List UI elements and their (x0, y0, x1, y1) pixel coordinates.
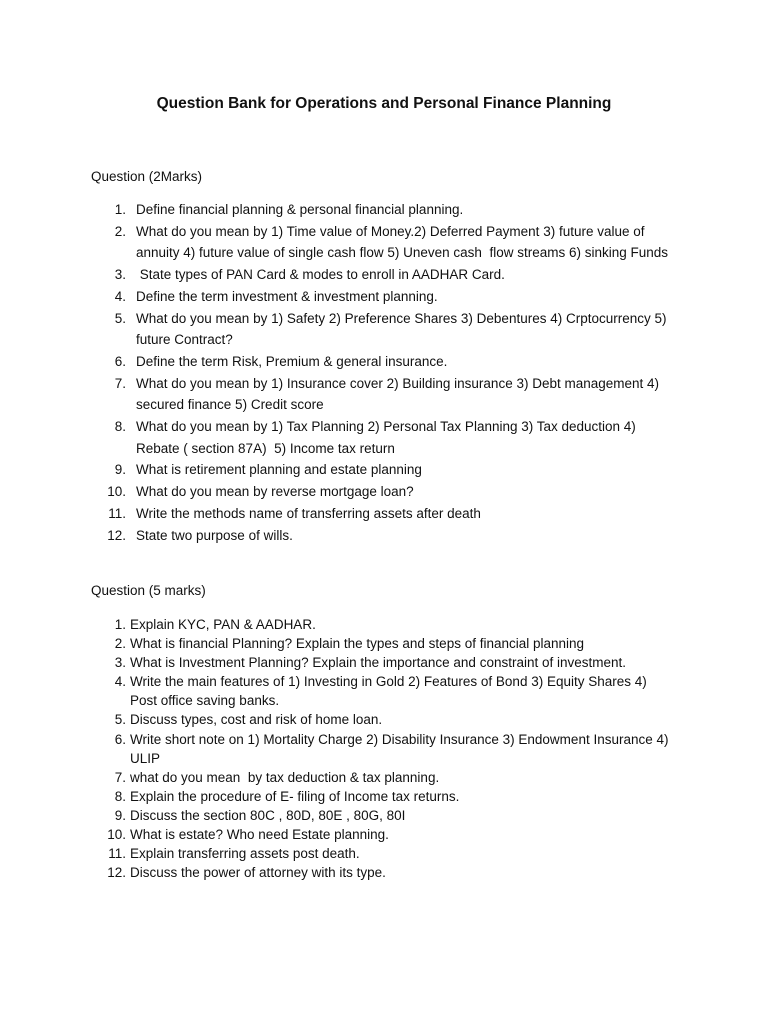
question-item (0, 768, 768, 787)
question-text: Define the term Risk, Premium & general insurance. (136, 353, 448, 369)
question-text: State two purpose of wills. (136, 527, 293, 543)
question-number: 9. (114, 462, 126, 478)
question-number: 3. (114, 267, 126, 283)
question-item (0, 787, 768, 806)
question-item (0, 710, 768, 729)
question-item (0, 264, 768, 286)
question-number: 11. (108, 505, 126, 521)
question-number: 2. (114, 223, 126, 239)
question-text: Explain transferring assets post death. (130, 846, 360, 862)
question-item (0, 806, 768, 825)
question-number: 3. (114, 655, 126, 671)
question-item (0, 672, 768, 710)
question-text: what do you mean by tax deduction & tax planning. (130, 769, 440, 785)
question-number: 5. (114, 310, 126, 326)
question-item (0, 503, 768, 525)
question-number: 7. (114, 375, 126, 391)
question-number: 2. (114, 636, 126, 652)
question-list-2-marks (0, 199, 768, 546)
question-text: State types of PAN Card & modes to enroll in AADHAR Card. (136, 267, 505, 283)
question-text: Define the term investment & investment planning. (136, 288, 438, 304)
question-item (0, 221, 768, 264)
question-item (0, 351, 768, 373)
question-item (0, 825, 768, 844)
question-number: 4. (114, 288, 126, 304)
question-text: What is estate? Who need Estate planning. (130, 827, 389, 843)
question-text: What do you mean by reverse mortgage loan? (136, 484, 414, 500)
question-item (0, 634, 768, 653)
question-number: 5. (114, 712, 126, 728)
question-item (0, 373, 768, 416)
question-number: 4. (114, 674, 126, 690)
question-item (0, 653, 768, 672)
question-text: Define financial planning & personal financial planning. (136, 202, 464, 217)
question-item (0, 863, 768, 882)
question-item (0, 615, 768, 634)
question-text: Explain KYC, PAN & AADHAR. (130, 617, 316, 632)
question-text: What is Investment Planning? Explain the importance and constraint of investment. (130, 655, 627, 671)
question-number: 6. (114, 731, 126, 747)
question-text: Discuss types, cost and risk of home loan. (130, 712, 383, 728)
question-number: 7. (114, 769, 126, 785)
question-item (0, 199, 768, 221)
question-text: Write short note on 1) Mortality Charge 2) Disability Insurance 3) Endowment Insurance 4) ULIP (130, 731, 673, 766)
question-item (0, 525, 768, 547)
question-text: What do you mean by 1) Insurance cover 2) Building insurance 3) Debt management 4) secured finance 5) Credit score (136, 375, 663, 413)
question-text: Discuss the power of attorney with its type. (130, 865, 386, 881)
question-text: Write the main features of 1) Investing in Gold 2) Features of Bond 3) Equity Shares 4) Post office saving banks. (130, 674, 651, 709)
question-number: 12. (107, 527, 126, 543)
question-text: Explain the procedure of E- filing of Income tax returns. (130, 788, 460, 804)
question-list-5-marks (0, 615, 768, 882)
question-number: 9. (114, 807, 126, 823)
question-number: 6. (114, 353, 126, 369)
question-number: 10. (107, 827, 126, 843)
question-item (0, 730, 768, 768)
question-text: What is retirement planning and estate planning (136, 462, 422, 478)
question-item (0, 416, 768, 459)
question-item (0, 844, 768, 863)
question-item (0, 481, 768, 503)
question-number: 11. (108, 846, 126, 862)
question-number: 12. (107, 865, 126, 881)
question-number: 8. (114, 788, 126, 804)
question-number: 8. (114, 419, 126, 435)
question-text: What do you mean by 1) Tax Planning 2) Personal Tax Planning 3) Tax deduction 4) Rebate ( section 87A) 5) Income tax return (136, 419, 640, 456)
question-text: What do you mean by 1) Safety 2) Preference Shares 3) Debentures 4) Crptocurrency 5) future Contract? (136, 310, 671, 348)
question-text: What do you mean by 1) Time value of Money.2) Deferred Payment 3) future value of annuity 4) future value of single cash flow 5) Uneven cash flow streams 6) sinking Funds (136, 223, 669, 261)
question-number: 1. (114, 202, 126, 217)
question-item (0, 308, 768, 351)
question-text: What is financial Planning? Explain the types and steps of financial planning (130, 636, 585, 652)
question-item (0, 459, 768, 481)
question-number: 10. (107, 484, 126, 500)
question-number: 1. (114, 617, 126, 632)
question-text: Discuss the section 80C , 80D, 80E , 80G, 80I (130, 807, 406, 823)
section-heading-2-marks: Question (2Marks) (91, 169, 203, 184)
document-title: Question Bank for Operations and Personal Finance Planning (156, 95, 612, 112)
section-heading-5-marks: Question (5 marks) (91, 583, 206, 598)
question-item (0, 286, 768, 308)
question-text: Write the methods name of transferring assets after death (136, 505, 481, 521)
